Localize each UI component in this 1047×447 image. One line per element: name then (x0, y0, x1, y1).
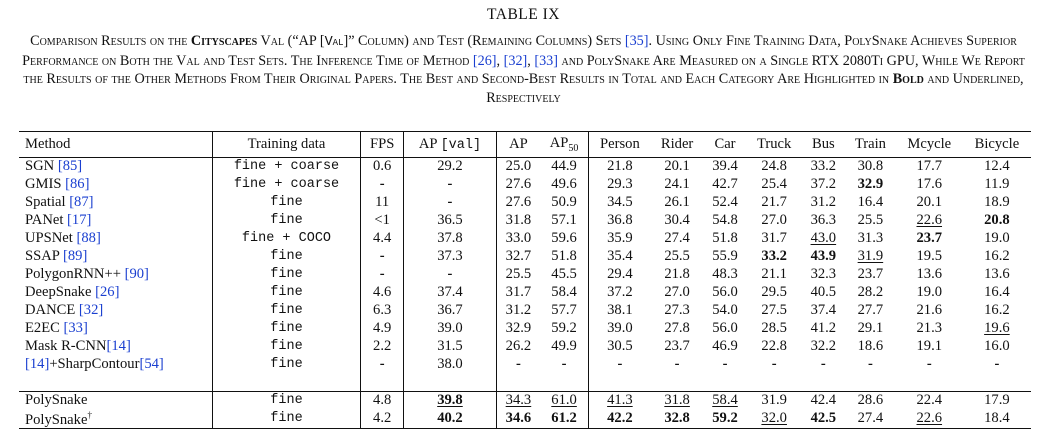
truck-cell: 21.1 (761, 266, 787, 282)
caption-text: . Using Only Fine Training Data, PolySnake Achieves Superior Performance on Both the Val and Test Sets. The Inference Time of Method (22, 33, 1017, 70)
ref-link[interactable]: [54] (139, 356, 164, 372)
mcycle-cell: 19.1 (916, 338, 943, 354)
bicycle-cell: 16.2 (984, 302, 1010, 318)
rider-cell: 31.8 (651, 392, 703, 410)
gap-cell (588, 374, 651, 392)
person-cell: 41.3 (588, 392, 651, 410)
caption-text: ]” Column) and Test (Remaining Columns) Sets (343, 33, 625, 49)
ap50-cell: 50.9 (540, 194, 588, 212)
caption-val-mono: Val (324, 35, 344, 50)
table-row (19, 410, 1031, 429)
ap-val-cell: - (404, 194, 496, 212)
ap-cell: 34.3 (496, 392, 540, 410)
header-mcycle: Mcycle (896, 132, 963, 158)
ap-cell: 27.6 (505, 176, 532, 192)
bus-cell: 42.4 (802, 392, 845, 410)
rider-cell: - (674, 356, 680, 372)
method-name: SSAP (25, 248, 63, 264)
training-data-cell: fine (212, 284, 360, 302)
bus-cell: 32.3 (810, 266, 837, 282)
ap-cell: 25.5 (505, 266, 532, 282)
truck-cell: 24.8 (761, 158, 787, 175)
table-row (19, 392, 1031, 410)
fps-cell: - (361, 248, 404, 266)
truck-cell: 31.7 (761, 230, 787, 246)
section-gap (19, 374, 1031, 392)
person-cell: 21.8 (607, 158, 633, 175)
caption-ref-link[interactable]: [35] (624, 33, 649, 49)
bus-cell: 37.2 (810, 176, 837, 192)
bicycle-cell: 11.9 (984, 176, 1010, 192)
ap50-cell: 49.6 (540, 176, 588, 194)
bus-cell: 36.3 (810, 212, 837, 228)
training-data-cell: fine (212, 320, 360, 338)
gap-cell (896, 374, 963, 392)
method-cell (19, 230, 212, 248)
ap50-cell: 51.8 (540, 248, 588, 266)
ap-val-cell: - (404, 266, 496, 284)
table-row (19, 176, 1031, 194)
table-body (19, 158, 1031, 429)
ap50-cell: 59.6 (540, 230, 588, 248)
ap50-cell: 57.7 (540, 302, 588, 320)
person-cell: 38.1 (607, 302, 633, 318)
ap50-cell: 44.9 (540, 158, 588, 176)
method-cell (19, 320, 212, 338)
bicycle-cell: - (994, 356, 1000, 372)
train-cell: 28.2 (857, 284, 884, 300)
mcycle-cell: 17.7 (916, 158, 943, 175)
ap50-cell: 57.1 (540, 212, 588, 230)
training-data-cell: fine + coarse (212, 158, 360, 176)
truck-cell: 27.5 (761, 302, 787, 318)
truck-cell: 29.5 (761, 284, 787, 300)
car-cell: - (722, 356, 728, 372)
table-row (19, 338, 1031, 356)
header-ap-val-mono: [val] (440, 138, 482, 153)
mcycle-cell: 21.6 (916, 302, 943, 318)
training-data-cell: fine + coarse (212, 176, 360, 194)
caption-text: , (527, 53, 535, 70)
rider-cell: 21.8 (664, 266, 690, 282)
method-cell (19, 266, 212, 284)
table-row (19, 356, 1031, 374)
car-cell: 59.2 (712, 410, 738, 427)
bus-cell: 41.2 (810, 320, 837, 336)
train-cell: 18.6 (857, 338, 884, 354)
truck-cell: 31.9 (747, 392, 802, 410)
rider-cell: 30.4 (664, 212, 690, 228)
ref-link[interactable]: [90] (124, 266, 149, 282)
training-data-cell: fine (212, 338, 360, 356)
mcycle-cell: 20.1 (916, 194, 943, 210)
method-name: E2EC (25, 320, 64, 336)
ref-link[interactable]: [14] (25, 356, 50, 372)
truck-cell: 22.8 (761, 338, 787, 354)
car-cell: 42.7 (712, 176, 738, 192)
rider-cell: 27.8 (664, 320, 690, 336)
gap-cell (540, 374, 588, 392)
header-truck: Truck (747, 132, 802, 158)
ap50-cell: 61.2 (540, 410, 588, 429)
ap50-cell: - (540, 356, 588, 374)
rider-cell: 27.4 (664, 230, 690, 246)
train-cell: 29.1 (857, 320, 884, 336)
gap-cell (212, 374, 360, 392)
method-name: GMIS (25, 176, 66, 192)
header-training: Training data (212, 132, 360, 158)
caption-text: Val (“AP [ (257, 33, 325, 49)
method-cell (19, 392, 212, 410)
fps-cell: <1 (361, 212, 404, 230)
training-data-cell: fine (212, 302, 360, 320)
method-cell (19, 248, 212, 266)
train-cell: 30.8 (857, 158, 884, 175)
results-table (19, 131, 1031, 429)
ap50-cell: 61.0 (540, 392, 588, 410)
method-name: Mask R-CNN (25, 338, 107, 354)
method-cell (19, 284, 212, 302)
gap-cell (19, 374, 212, 392)
person-cell: 29.4 (607, 266, 633, 282)
header-ap50-label: AP (549, 135, 569, 152)
method-cell (19, 338, 212, 356)
header-train: Train (845, 132, 896, 158)
ap-val-cell: 40.2 (404, 410, 496, 429)
method-name: DeepSnake (25, 284, 96, 300)
train-cell: 31.3 (857, 230, 884, 246)
ap-val-cell: 37.4 (404, 284, 496, 302)
person-cell: - (617, 356, 623, 372)
ref-link[interactable]: [87] (69, 194, 94, 210)
bicycle-cell: 18.4 (984, 410, 1010, 427)
fps-cell: 4.4 (361, 230, 404, 248)
person-cell: 42.2 (607, 410, 633, 427)
gap-cell (703, 374, 746, 392)
ref-link[interactable]: [88] (76, 230, 101, 246)
mcycle-cell: 22.6 (916, 410, 943, 427)
ref-link[interactable]: [86] (65, 176, 90, 192)
ap-cell: 34.6 (505, 410, 532, 427)
method-name: UPSNet (25, 230, 77, 246)
ap-val-cell: 29.2 (404, 158, 496, 176)
header-row (19, 132, 1031, 158)
car-cell: 46.9 (712, 338, 738, 354)
ap-cell: 32.7 (505, 248, 532, 264)
train-cell: 23.7 (857, 266, 884, 282)
person-cell: 34.5 (607, 194, 633, 210)
ap-val-cell: 36.7 (404, 302, 496, 320)
car-cell: 51.8 (712, 230, 738, 246)
caption-text: , (496, 53, 504, 70)
table-row (19, 302, 1031, 320)
bus-cell: 43.9 (810, 248, 837, 264)
ap-val-cell: 39.8 (404, 392, 496, 410)
training-data-cell: fine (212, 194, 360, 212)
bicycle-cell: 12.4 (984, 158, 1010, 175)
training-data-cell: fine (212, 212, 360, 230)
bus-cell: 40.5 (810, 284, 837, 300)
ap-val-cell: 37.3 (404, 248, 496, 266)
header-ap50 (540, 132, 588, 158)
ap-val-cell: 39.0 (404, 320, 496, 338)
car-cell: 56.0 (712, 320, 738, 336)
fps-cell: 2.2 (361, 338, 404, 356)
person-cell: 30.5 (607, 338, 633, 354)
method-name: DANCE (25, 302, 79, 318)
bus-cell: 43.0 (810, 230, 837, 246)
caption-ref-link[interactable]: [33] (534, 53, 558, 70)
table-row (19, 194, 1031, 212)
truck-cell: 25.4 (761, 176, 787, 192)
gap-cell (747, 374, 802, 392)
training-data-cell: fine (212, 266, 360, 284)
caption-ref-link[interactable]: [32] (503, 53, 528, 70)
ap50-cell: 58.4 (540, 284, 588, 302)
car-cell: 54.0 (712, 302, 738, 318)
mcycle-cell: 22.4 (896, 392, 963, 410)
fps-cell: - (361, 266, 404, 284)
bicycle-cell: 16.0 (984, 338, 1010, 354)
ap-val-cell: - (404, 176, 496, 194)
header-person: Person (588, 132, 651, 158)
header-car: Car (703, 132, 746, 158)
caption-text: and PolySnake Are Measured on a Single RTX 2080Ti GPU, While We Report the Results of the Other Methods From Their Original Papers. The Best and Second-Best Results in Total and Each Category Are Highlighted in (23, 53, 1025, 88)
header-bicycle: Bicycle (963, 132, 1031, 158)
mcycle-cell: 23.7 (916, 230, 943, 246)
method-name: PANet (25, 212, 68, 228)
ap-cell: 31.8 (505, 212, 532, 228)
ref-link[interactable]: [17] (67, 212, 92, 228)
gap-cell (651, 374, 703, 392)
bus-cell: 33.2 (810, 158, 837, 175)
method-name: SGN (25, 158, 58, 175)
fps-cell: 4.6 (361, 284, 404, 302)
table-row (19, 320, 1031, 338)
method-cell (19, 194, 212, 212)
rider-cell: 23.7 (664, 338, 690, 354)
ap-cell: 33.0 (505, 230, 532, 246)
training-data-cell: fine (212, 248, 360, 266)
bicycle-cell: 16.4 (984, 284, 1010, 300)
fps-cell: 11 (361, 194, 404, 212)
rider-cell: 24.1 (664, 176, 690, 192)
mcycle-cell: 22.6 (916, 212, 943, 228)
bus-cell: - (820, 356, 826, 372)
fps-cell: 6.3 (361, 302, 404, 320)
bicycle-cell: 13.6 (984, 266, 1010, 282)
gap-cell (802, 374, 845, 392)
ref-link[interactable]: [32] (78, 302, 104, 318)
fps-cell: - (361, 176, 404, 194)
car-cell: 39.4 (712, 158, 738, 175)
header-bus: Bus (802, 132, 845, 158)
bus-cell: 32.2 (810, 338, 837, 354)
table-row (19, 158, 1031, 176)
rider-cell: 27.0 (664, 284, 690, 300)
bus-cell: 42.5 (810, 410, 837, 427)
header-rider: Rider (651, 132, 703, 158)
caption-text: Comparison Results on the (30, 33, 191, 49)
fps-cell: 4.2 (361, 410, 404, 429)
mcycle-cell: 21.3 (916, 320, 943, 336)
train-cell: - (867, 356, 873, 372)
person-cell: 35.4 (607, 248, 633, 264)
ap-cell: 25.0 (505, 158, 532, 175)
table-label: TABLE IX (487, 6, 560, 23)
person-cell: 36.8 (607, 212, 633, 228)
mcycle-cell: 19.5 (916, 248, 943, 264)
mcycle-cell: 13.6 (916, 266, 943, 282)
person-cell: 35.9 (607, 230, 633, 246)
ref-link[interactable]: [33] (63, 320, 88, 336)
training-data-cell: fine (212, 410, 360, 429)
ap-val-cell: 36.5 (404, 212, 496, 230)
caption-dataset: Cityscapes (190, 33, 258, 49)
ap50-cell: 45.5 (540, 266, 588, 284)
header-ap-val (404, 132, 496, 158)
train-cell: 32.9 (857, 176, 884, 192)
train-cell: 25.5 (857, 212, 884, 228)
bicycle-cell: 17.9 (963, 392, 1031, 410)
car-cell: 52.4 (712, 194, 738, 210)
bicycle-cell: 20.8 (984, 212, 1010, 228)
ref-link[interactable]: [85] (57, 158, 83, 175)
header-ap-val-label: AP (418, 136, 441, 152)
bicycle-cell: 16.2 (984, 248, 1010, 264)
bus-cell: 31.2 (810, 194, 837, 210)
mcycle-cell: - (926, 356, 932, 372)
training-data-cell: fine (212, 392, 360, 410)
bicycle-cell: 19.0 (984, 230, 1010, 246)
car-cell: 55.9 (712, 248, 738, 264)
method-name: PolySnake (25, 392, 88, 409)
rider-cell: 26.1 (664, 194, 690, 210)
gap-cell (361, 374, 404, 392)
header-ap: AP (496, 132, 540, 158)
ap50-cell: 59.2 (540, 320, 588, 338)
truck-cell: 27.0 (761, 212, 787, 228)
train-cell: 28.6 (845, 392, 896, 410)
car-cell: 54.8 (712, 212, 738, 228)
header-ap50-sub: 50 (568, 142, 579, 154)
mcycle-cell: 17.6 (916, 176, 943, 192)
ap-val-cell: 38.0 (404, 356, 496, 374)
method-cell (19, 176, 212, 194)
truck-cell: 28.5 (761, 320, 787, 336)
train-cell: 31.9 (857, 248, 884, 264)
train-cell: 16.4 (857, 194, 884, 210)
header-method: Method (19, 132, 212, 158)
rider-cell: 25.5 (664, 248, 690, 264)
train-cell: 27.7 (857, 302, 884, 318)
bus-cell: 37.4 (810, 302, 837, 318)
training-data-cell: fine + COCO (212, 230, 360, 248)
table-row (19, 212, 1031, 230)
gap-cell (845, 374, 896, 392)
table-caption (14, 32, 1033, 107)
ap-cell: - (516, 356, 521, 372)
ap-val-cell: 37.8 (404, 230, 496, 248)
caption-text: and Underlined, Respectively (486, 71, 1024, 106)
fps-cell: - (361, 356, 404, 374)
car-cell: 56.0 (712, 284, 738, 300)
ap50-cell: 49.9 (540, 338, 588, 356)
table-row (19, 248, 1031, 266)
rider-cell: 20.1 (664, 158, 690, 175)
gap-cell (963, 374, 1031, 392)
method-name: PolygonRNN++ (25, 266, 125, 282)
ap-cell: 31.2 (505, 302, 532, 318)
truck-cell: - (771, 356, 777, 372)
method-cell (19, 212, 212, 230)
method-cell (19, 302, 212, 320)
gap-cell (404, 374, 496, 392)
person-cell: 37.2 (607, 284, 633, 300)
ap-cell: 32.9 (505, 320, 532, 336)
rider-cell: 32.8 (664, 410, 690, 427)
rider-cell: 27.3 (664, 302, 690, 318)
ap-cell: 26.2 (505, 338, 532, 354)
table-row (19, 284, 1031, 302)
person-cell: 39.0 (607, 320, 633, 336)
caption-bold: Bold (892, 71, 924, 88)
training-data-cell: fine (212, 356, 360, 374)
fps-cell: 4.9 (361, 320, 404, 338)
ap-val-cell: 31.5 (404, 338, 496, 356)
person-cell: 29.3 (607, 176, 633, 192)
truck-cell: 32.0 (761, 410, 787, 427)
ap-cell: 31.7 (505, 284, 532, 300)
dagger-mark: † (87, 409, 92, 420)
fps-cell: 4.8 (361, 392, 404, 410)
truck-cell: 33.2 (761, 248, 787, 264)
bicycle-cell: 19.6 (984, 320, 1010, 336)
mcycle-cell: 19.0 (916, 284, 943, 300)
table-row (19, 230, 1031, 248)
car-cell: 58.4 (703, 392, 746, 410)
gap-cell (496, 374, 540, 392)
car-cell: 48.3 (712, 266, 738, 282)
header-fps: FPS (361, 132, 404, 158)
method-cell (19, 410, 212, 429)
method-name: Spatial (25, 194, 70, 210)
ap-cell: 27.6 (505, 194, 532, 210)
bicycle-cell: 18.9 (984, 194, 1010, 210)
method-name: PolySnake (25, 411, 88, 428)
method-cell (19, 356, 212, 374)
method-cell (19, 158, 212, 176)
method-name: +SharpContour (49, 356, 140, 372)
truck-cell: 21.7 (761, 194, 787, 210)
train-cell: 27.4 (857, 410, 884, 427)
caption-ref-link[interactable]: [26] (472, 53, 497, 70)
ref-link[interactable]: [89] (63, 248, 88, 264)
ref-link[interactable]: [14] (106, 338, 131, 354)
fps-cell: 0.6 (361, 158, 404, 176)
table-row (19, 266, 1031, 284)
ref-link[interactable]: [26] (95, 284, 120, 300)
